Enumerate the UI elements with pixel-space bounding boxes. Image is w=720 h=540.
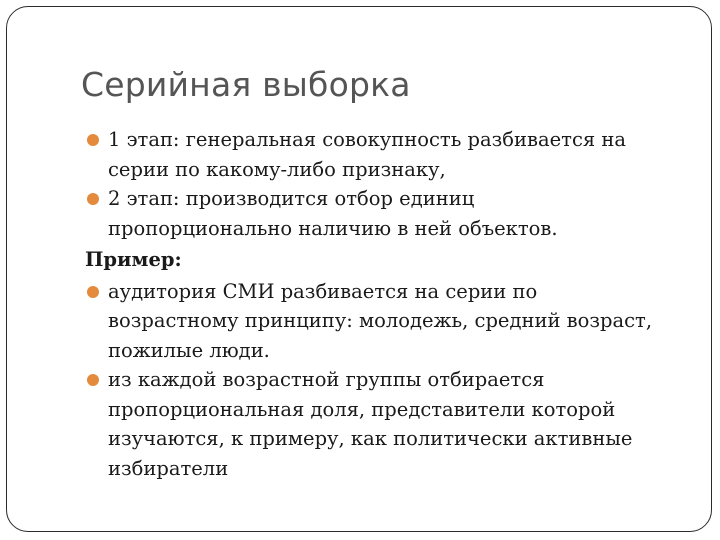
slide-frame [6, 6, 712, 532]
bullet-dot-icon [87, 193, 99, 205]
bullet-item-example-1 [85, 277, 705, 366]
bullet-dot-icon [87, 134, 99, 146]
bullet-item-example-2 [85, 365, 705, 483]
bullet-line: 2 этап: производится отбор единиц [108, 187, 475, 210]
bullet-dot-icon [87, 374, 99, 386]
bullet-line: аудитория СМИ разбивается на серии по [108, 279, 538, 303]
bullet-line: серии по какому-либо признаку, [108, 157, 446, 181]
bullet-line: 1 этап: генеральная совокупность разбивается на [108, 128, 626, 151]
bullet-dot-icon [87, 286, 99, 298]
bullet-line: возрастному принципу: молодежь, средний возраст, [108, 309, 653, 332]
bullet-line: избиратели [108, 456, 229, 480]
bullet-line: пропорционально наличию в ней объектов. [108, 216, 558, 240]
example-heading: Пример: [85, 248, 182, 271]
bullet-item-stage-1 [85, 125, 705, 184]
bullet-line: из каждой возрастной группы отбирается [108, 368, 545, 391]
slide-title: Серийная выборка [81, 65, 411, 104]
slide-content [85, 125, 705, 483]
bullet-line: пожилые люди. [108, 338, 270, 362]
bullet-line: изучаются, к примеру, как политически активные [108, 427, 633, 450]
bullet-item-stage-2 [85, 184, 705, 243]
bullet-line: пропорциональная доля, представители которой [108, 397, 616, 421]
